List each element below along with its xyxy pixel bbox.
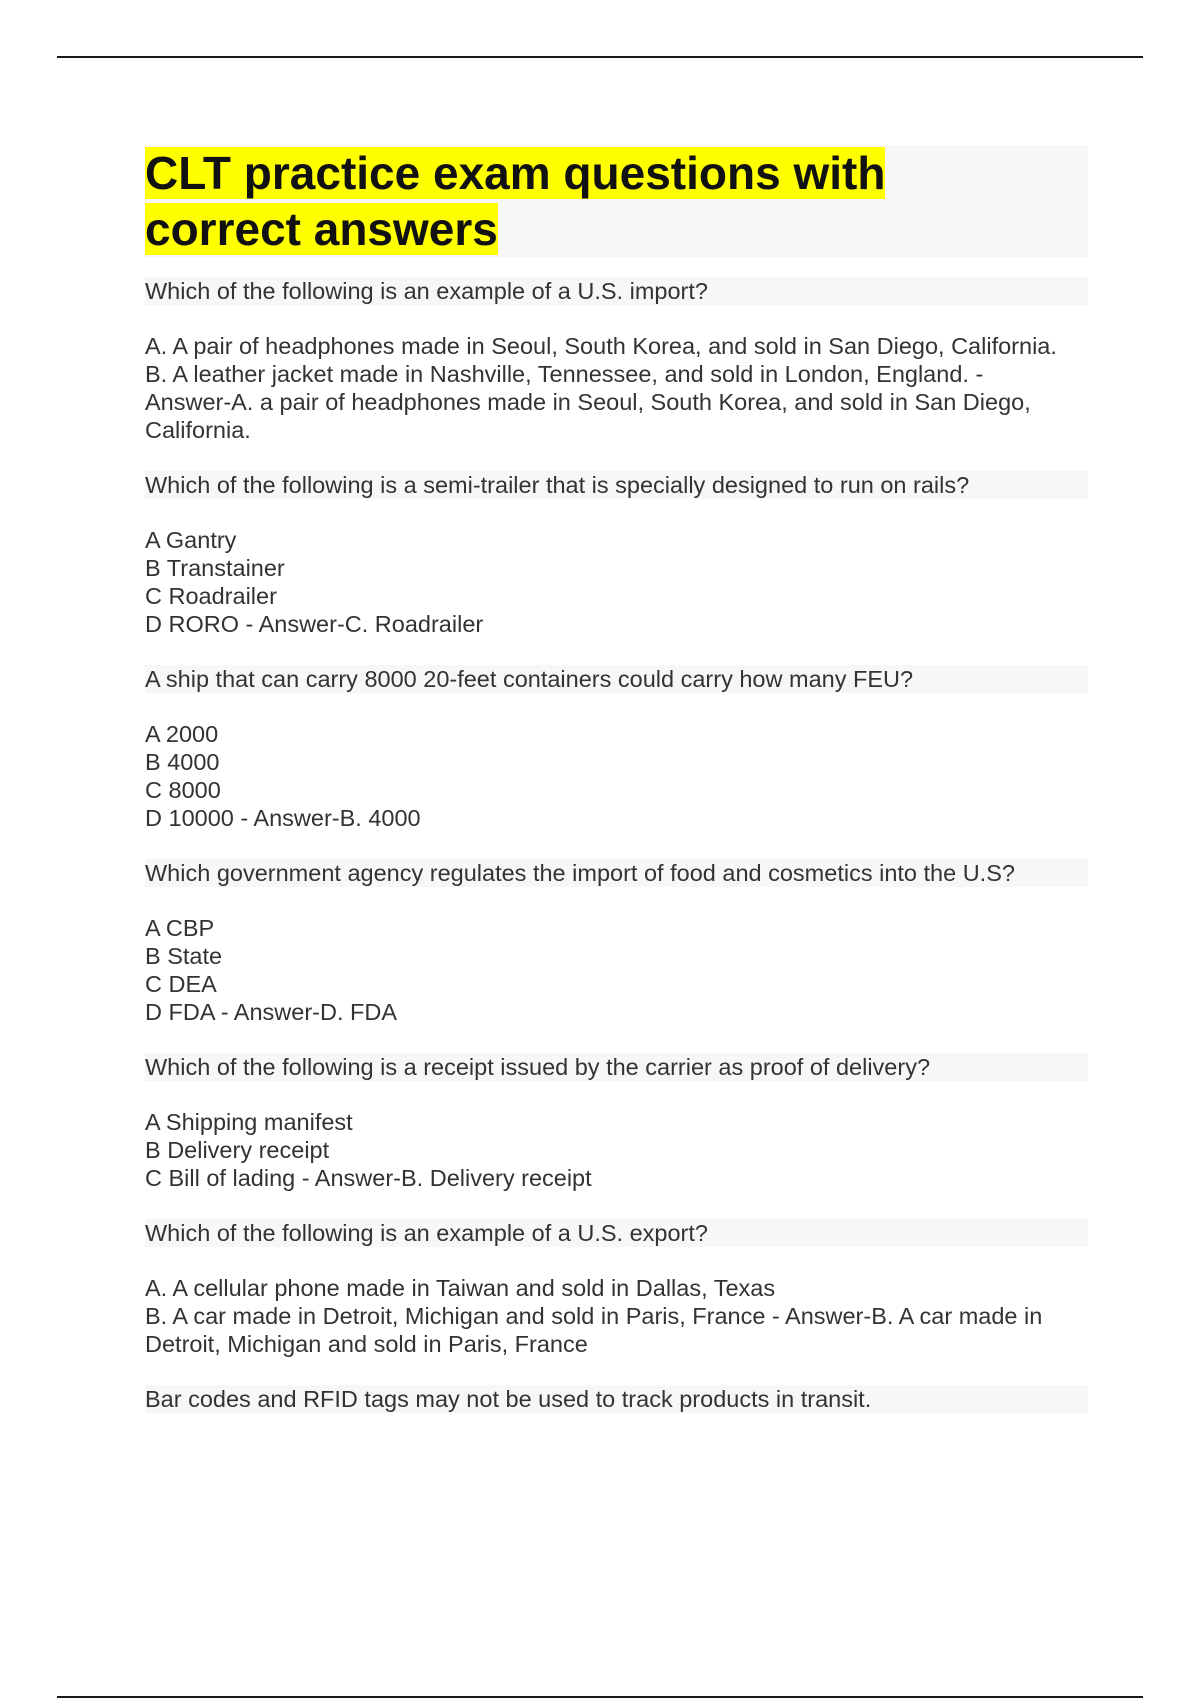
- answer-line: B 4000: [145, 749, 220, 775]
- answer-line: C Bill of lading - Answer-B. Delivery receipt: [145, 1165, 592, 1191]
- answer-1: [145, 332, 1088, 444]
- answer-line: C 8000: [145, 777, 221, 803]
- answer-line: B Delivery receipt: [145, 1137, 330, 1163]
- answer-line: A Shipping manifest: [145, 1109, 353, 1135]
- answer-line: Answer-A. a pair of headphones made in Seoul, South Korea, and sold in San Diego,: [145, 389, 1031, 415]
- answer-6: [145, 1274, 1088, 1358]
- question-3: A ship that can carry 8000 20-feet containers could carry how many FEU?: [145, 665, 1088, 693]
- answer-line: A. A cellular phone made in Taiwan and sold in Dallas, Texas: [145, 1275, 776, 1301]
- answer-line: B Transtainer: [145, 555, 285, 581]
- answer-3: [145, 720, 1088, 832]
- header-rule: [57, 56, 1143, 58]
- answer-line: A Gantry: [145, 527, 237, 553]
- answer-line: D 10000 - Answer-B. 4000: [145, 805, 421, 831]
- answer-2: [145, 526, 1088, 638]
- footer-rule: [57, 1696, 1143, 1698]
- answer-line: B. A leather jacket made in Nashville, Tennessee, and sold in London, England. -: [145, 361, 984, 387]
- document-body: [145, 145, 1088, 1440]
- answer-line: A 2000: [145, 721, 219, 747]
- answer-5: [145, 1108, 1088, 1192]
- question-2: Which of the following is a semi-trailer that is specially designed to run on rails?: [145, 471, 1088, 499]
- title-line-1: CLT practice exam questions with: [145, 147, 886, 199]
- answer-line: A. A pair of headphones made in Seoul, South Korea, and sold in San Diego, California.: [145, 333, 1057, 359]
- answer-line: Detroit, Michigan and sold in Paris, France: [145, 1331, 588, 1357]
- answer-line: California.: [145, 417, 251, 443]
- answer-line: B. A car made in Detroit, Michigan and sold in Paris, France - Answer-B. A car made in: [145, 1303, 1043, 1329]
- answer-line: C DEA: [145, 971, 217, 997]
- answer-line: B State: [145, 943, 223, 969]
- question-4: Which government agency regulates the import of food and cosmetics into the U.S?: [145, 859, 1088, 887]
- title-line-2: correct answers: [145, 203, 498, 255]
- question-1: Which of the following is an example of a U.S. import?: [145, 277, 1088, 305]
- title-block: [145, 145, 1088, 257]
- answer-line: C Roadrailer: [145, 583, 277, 609]
- answer-4: [145, 914, 1088, 1026]
- answer-line: D FDA - Answer-D. FDA: [145, 999, 398, 1025]
- question-6: Which of the following is an example of a U.S. export?: [145, 1219, 1088, 1247]
- question-7: Bar codes and RFID tags may not be used to track products in transit.: [145, 1385, 1088, 1413]
- page-title: [145, 145, 1088, 257]
- answer-line: A CBP: [145, 915, 215, 941]
- question-5: Which of the following is a receipt issued by the carrier as proof of delivery?: [145, 1053, 1088, 1081]
- answer-line: D RORO - Answer-C. Roadrailer: [145, 611, 484, 637]
